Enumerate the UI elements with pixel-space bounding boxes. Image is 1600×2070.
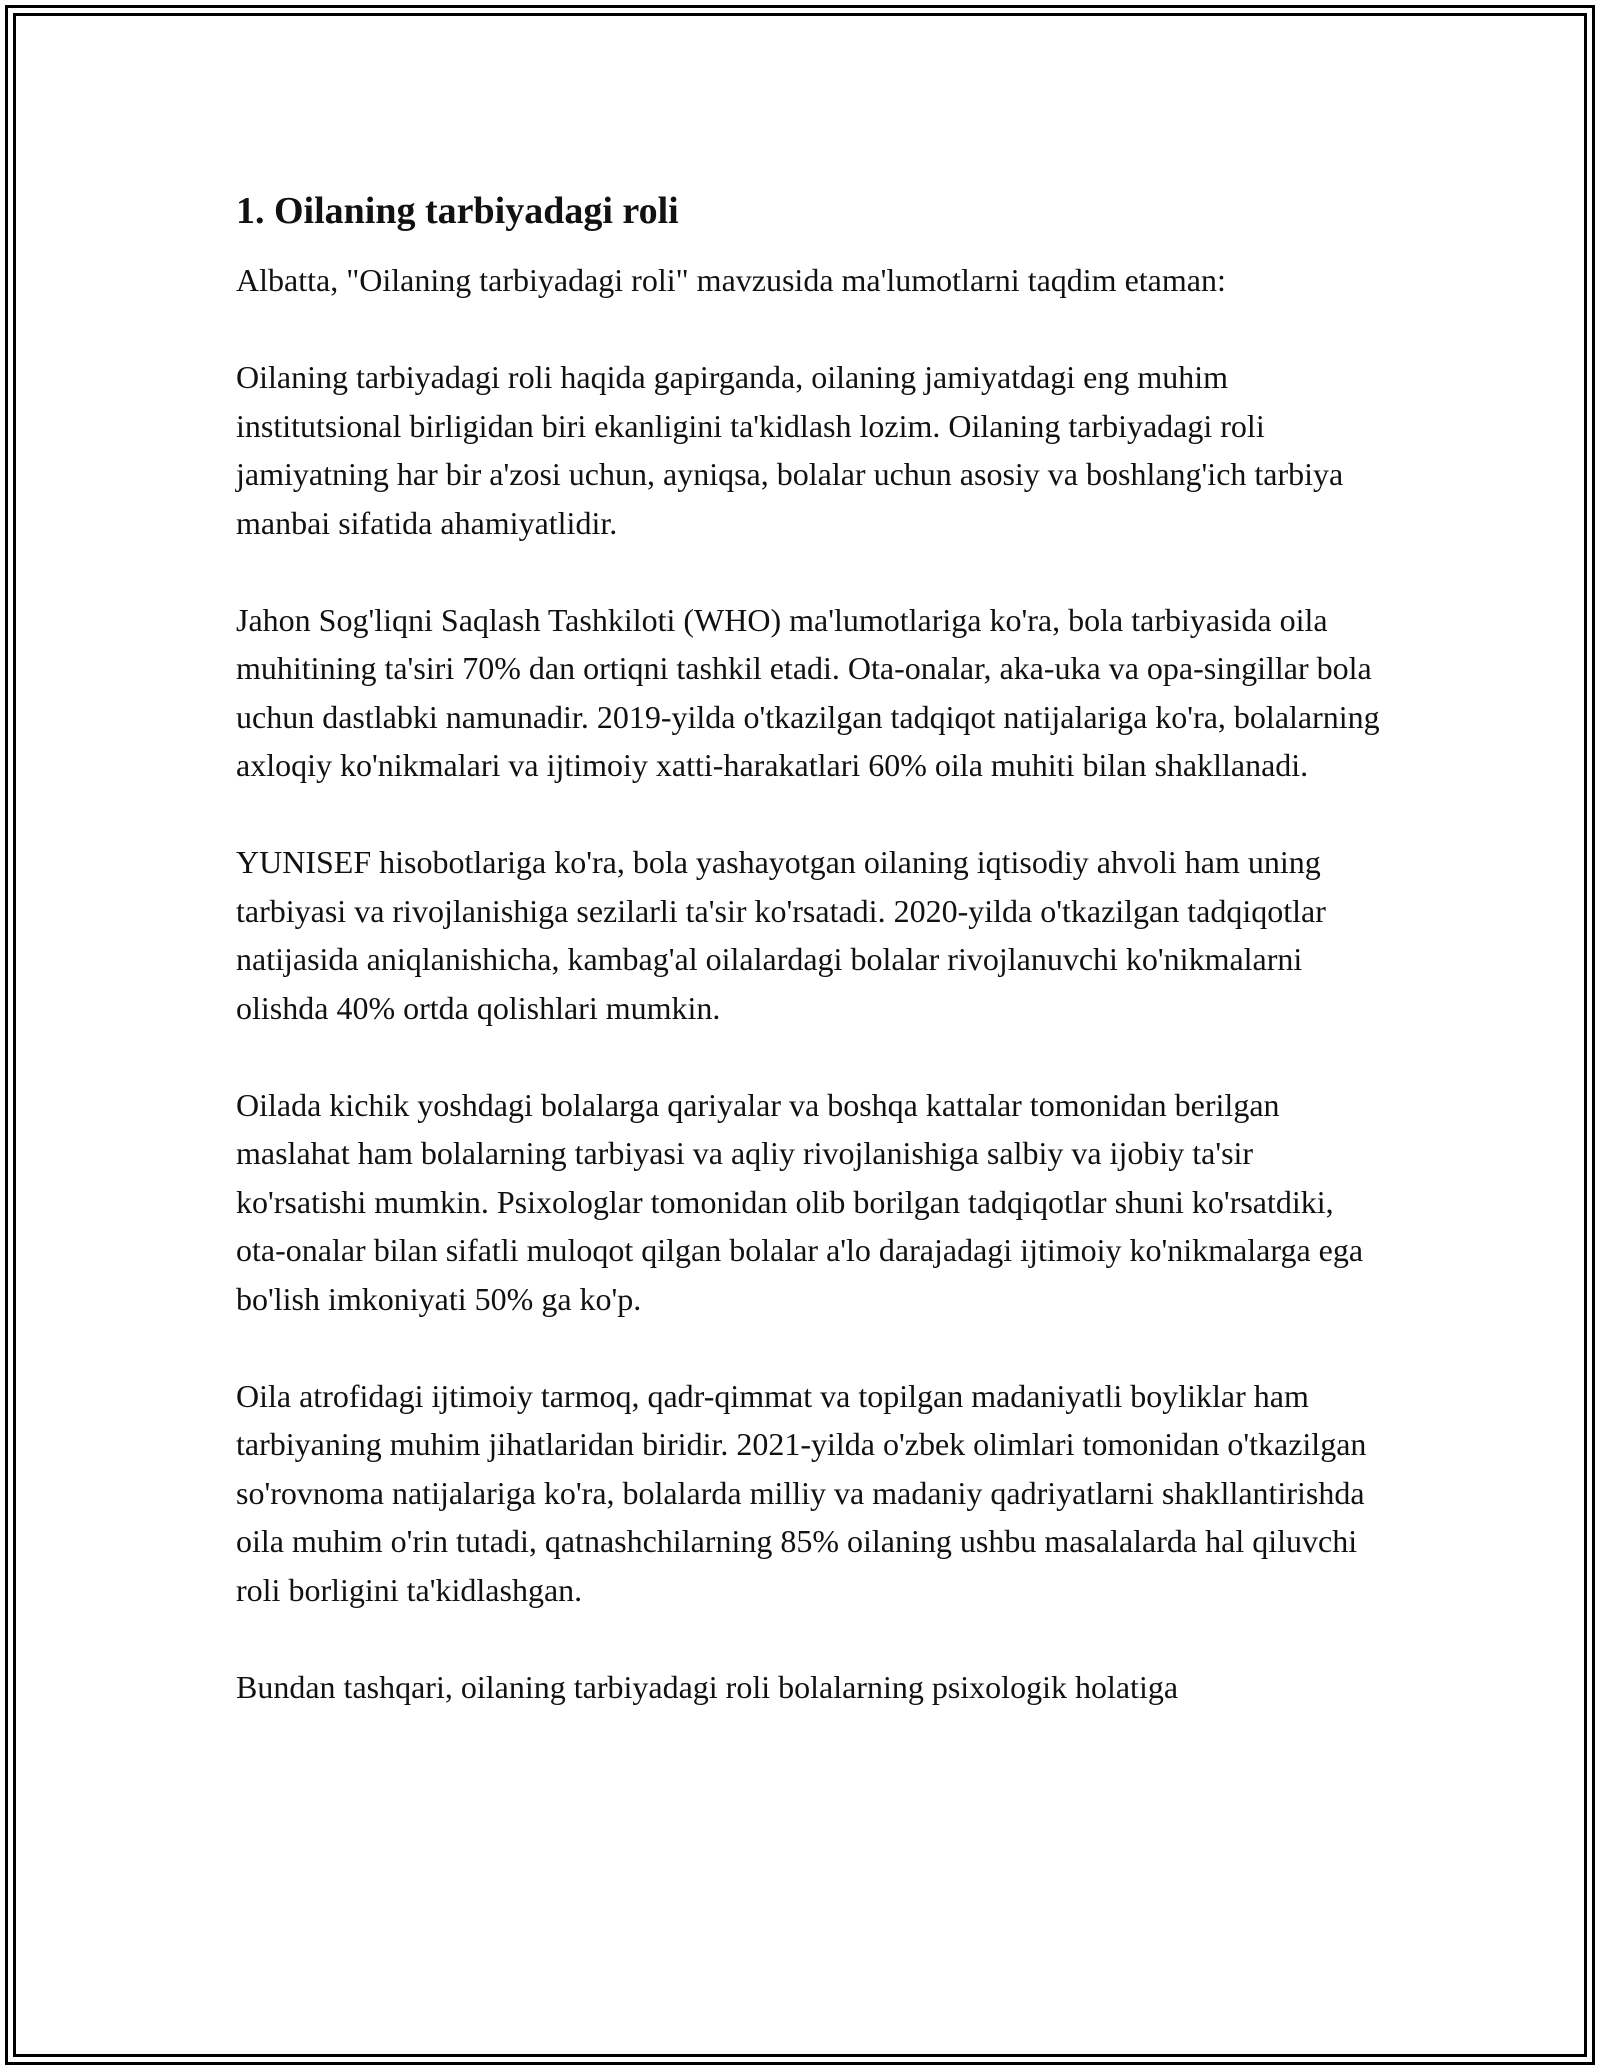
paragraph-elders-advice: Oilada kichik yoshdagi bolalarga qariyalar va boshqa kattalar tomonidan berilgan maslahat ham bolalarning tarbiyasi va aqliy rivojlanishiga salbiy va ijobiy ta'sir ko'rsatishi mumkin. Psixologlar tomonidan olib borilgan tadqiqotlar shuni ko'rsatdiki, ota-onalar bilan sifatli muloqot qilgan bolalar a'lo darajadagi ijtimoiy ko'nikmalarga ega bo'lish imkoniyati 50% ga ko'p. bbox=[236, 1086, 1364, 1317]
paragraph-family-role: Oilaning tarbiyadagi roli haqida gapirganda, oilaning jamiyatdagi eng muhim institutsional birligidan biri ekanligini ta'kidlash lozim. Oilaning tarbiyadagi roli jamiyatning har bir a'zosi uchun, ayniqsa, bolalar uchun asosiy va boshlang'ich tarbiya manbai sifatida ahamiyatlidir. bbox=[236, 359, 1344, 541]
paragraph-intro: Albatta, "Oilaning tarbiyadagi roli" mavzusida ma'lumotlarni taqdim etaman: bbox=[236, 262, 1226, 298]
paragraph-unicef-data: YUNISEF hisobotlariga ko'ra, bola yashayotgan oilaning iqtisodiy ahvoli ham uning tarbiyasi va rivojlanishiga sezilarli ta'sir ko'rsatadi. 2020-yilda o'tkazilgan tadqiqotlar natijasida aniqlanishicha, kambag'al oilalardagi bolalar rivojlanuvchi ko'nikmalarni olishda 40% ortda qolishlari mumkin. bbox=[236, 844, 1326, 1026]
section-heading: 1. Oilaning tarbiyadagi roli bbox=[236, 190, 679, 232]
paragraph-social-network: Oila atrofidagi ijtimoiy tarmoq, qadr-qimmat va topilgan madaniyatli boyliklar ham tarbiyaning muhim jihatlaridan biridir. 2021-yilda o'zbek olimlari tomonidan o'tkazilgan so'rovnoma natijalariga ko'ra, bolalarda milliy va madaniy qadriyatlarni shakllantirishda oila muhim o'rin tutadi, qatnashchilarning 85% oilaning ushbu masalalarda hal qiluvchi roli borligini ta'kidlashgan. bbox=[236, 1377, 1367, 1608]
paragraph-continuation: Bundan tashqari, oilaning tarbiyadagi roli bolalarning psixologik holatiga bbox=[236, 1668, 1179, 1705]
paragraph-who-data: Jahon Sog'liqni Saqlash Tashkiloti (WHO) ma'lumotlariga ko'ra, bola tarbiyasida oila muhitining ta'siri 70% dan ortiqni tashkil etadi. Ota-onalar, aka-uka va opa-singillar bola uchun dastlabki namunadir. 2019-yilda o'tkazilgan tadqiqot natijalariga ko'ra, bolalarning axloqiy ko'nikmalari va ijtimoiy xatti-harakatlari 60% oila muhiti bilan shakllanadi. bbox=[236, 601, 1380, 783]
document-body bbox=[236, 186, 1386, 1760]
